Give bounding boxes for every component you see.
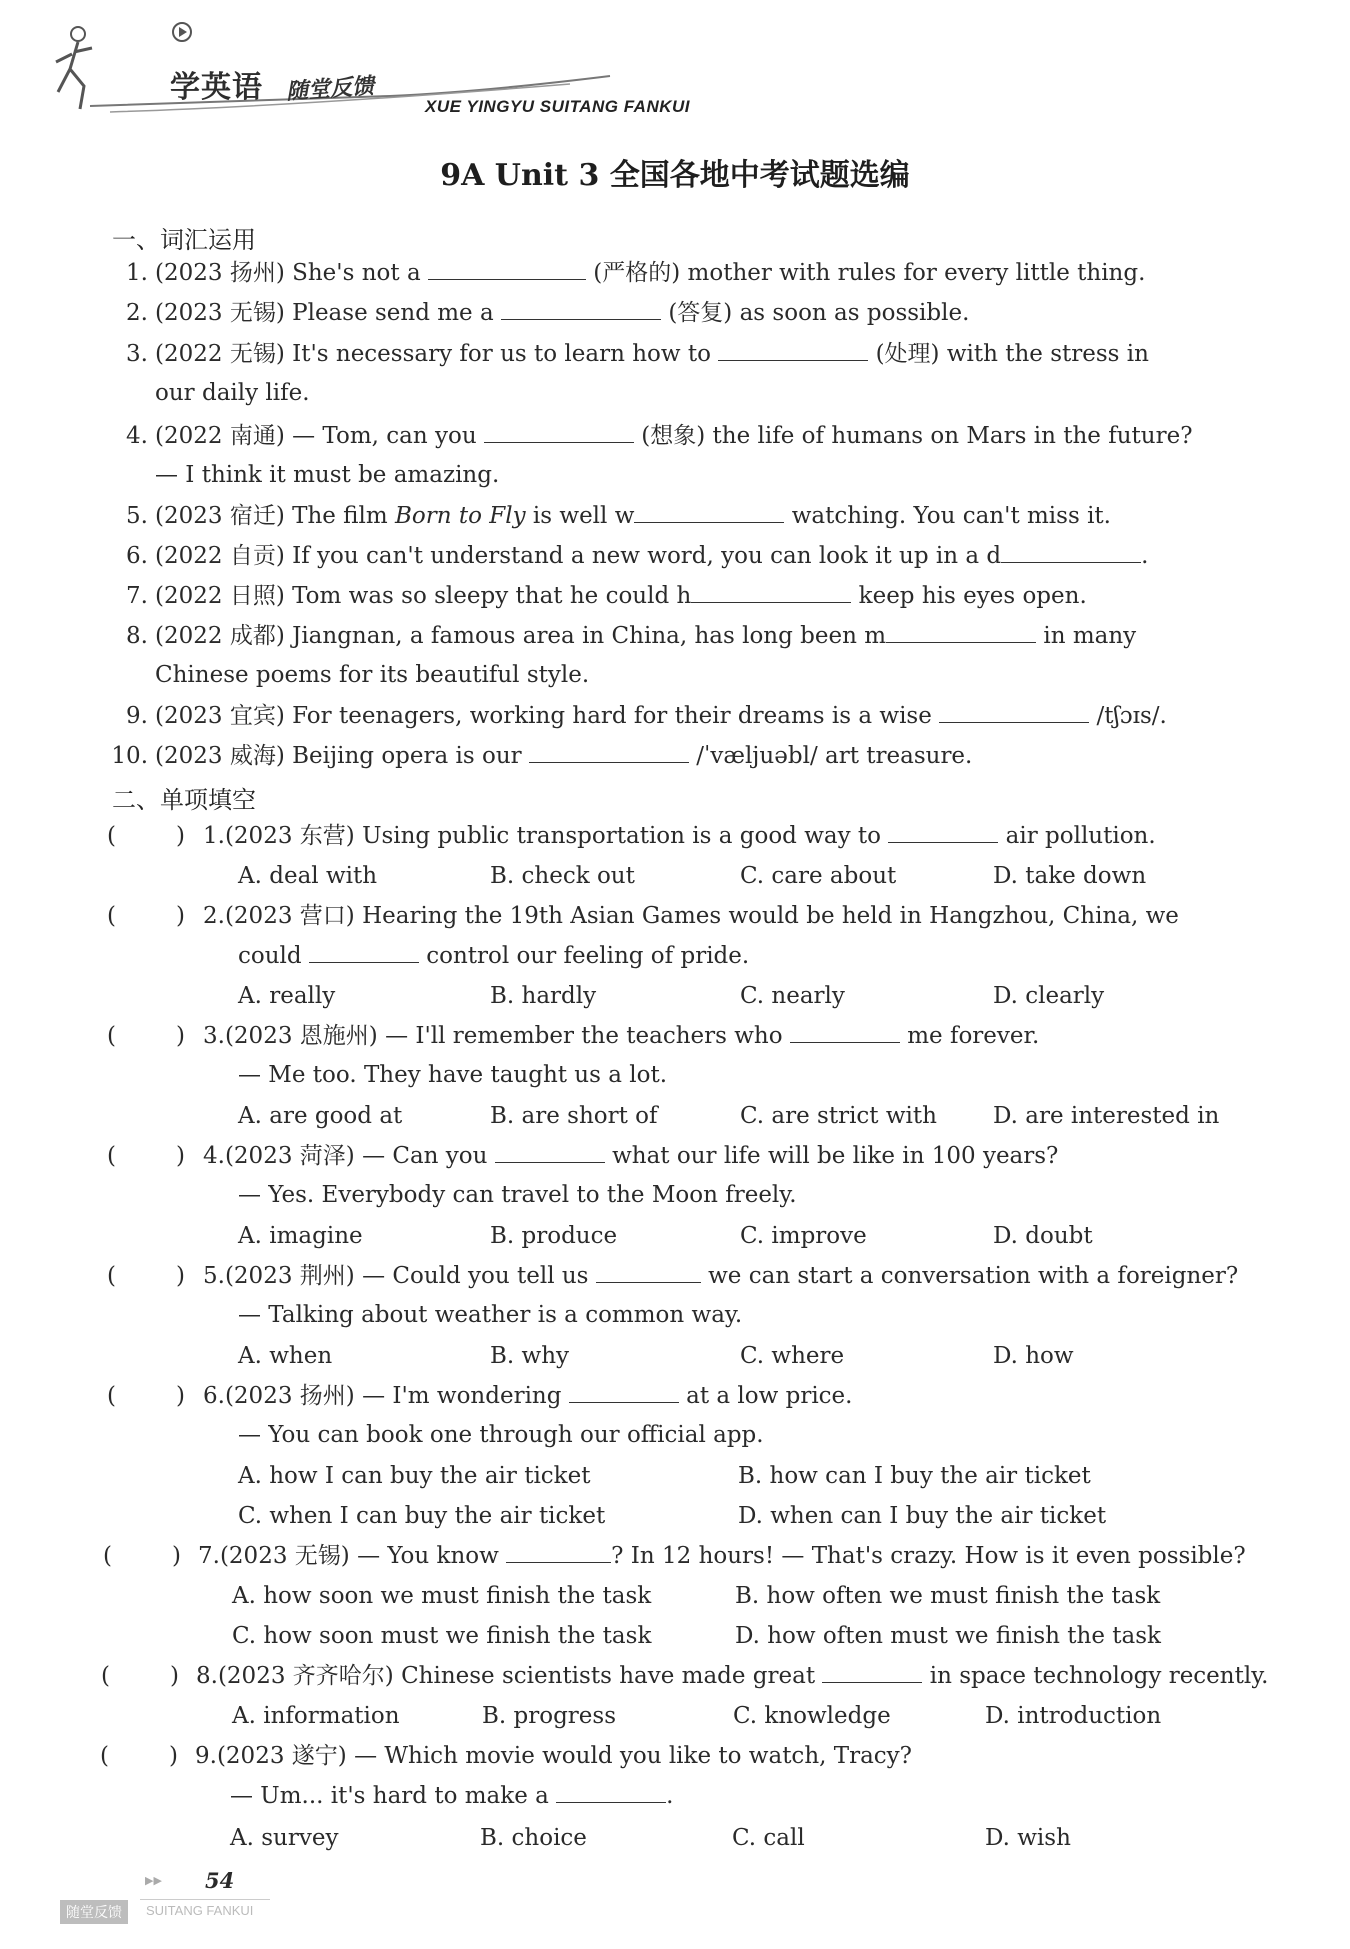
item-text: — Can you [362,1143,488,1169]
item-text: . [666,1783,674,1809]
item-number: 9. [195,1743,217,1769]
item-source: (2022 日照) [155,583,285,609]
option-d[interactable]: D. how [993,1343,1074,1369]
option-a[interactable]: A. how I can buy the air ticket [238,1463,591,1489]
item-number: 4. [126,423,148,449]
item-text: the life of humans on Mars in the future? [712,423,1193,449]
section-heading-choice: 二、单项填空 [112,786,256,814]
item-hint: (严格的) [593,260,681,286]
answer-blank[interactable] [822,1660,922,1683]
item-source: (2023 无锡) [219,1543,350,1569]
answer-paren-close: ) [172,1543,181,1569]
item-text: It's necessary for us to learn how to [292,341,711,367]
answer-paren-open: ( [107,823,116,849]
item-text: keep his eyes open. [858,583,1087,609]
answer-blank[interactable] [556,1780,666,1803]
answer-blank[interactable] [501,297,661,320]
option-c[interactable]: C. are strict with [740,1103,937,1129]
item-number: 8. [196,1663,218,1689]
option-d[interactable]: D. clearly [993,983,1105,1009]
item-text: mother with rules for every little thing. [687,260,1146,286]
item-text: — Tom, can you [292,423,477,449]
footer-label: 随堂反馈 [60,1900,128,1924]
item-source: (2023 荆州) [224,1263,355,1289]
item-source: (2022 无锡) [155,341,285,367]
option-b[interactable]: B. how often we must finish the task [735,1583,1161,1609]
item-hint: (想象) [641,423,706,449]
item-number: 10. [111,743,148,769]
answer-blank[interactable] [529,740,689,763]
item-text: in space technology recently. [929,1663,1269,1689]
answer-paren-close: ) [176,823,185,849]
option-a[interactable]: A. really [238,983,336,1009]
answer-blank[interactable] [484,420,634,443]
answer-blank[interactable] [888,820,998,843]
item-text: Hearing the 19th Asian Games would be held in Hangzhou, China, we [362,903,1179,929]
item-number: 5. [126,503,148,529]
item-number: 2. [203,903,225,929]
answer-blank[interactable] [718,338,868,361]
item-text: — I'm wondering [362,1383,562,1409]
footer-pinyin: SUITANG FANKUI [146,1903,254,1918]
item-number: 5. [203,1263,225,1289]
section-heading-vocab: 一、词汇运用 [112,226,256,254]
option-a[interactable]: A. how soon we must finish the task [232,1583,652,1609]
brand-subtitle: 随堂反馈 [285,73,375,106]
answer-paren-close: ) [170,1663,179,1689]
answer-blank[interactable] [691,580,851,603]
answer-blank[interactable] [939,700,1089,723]
item-text: could [238,943,302,969]
item-text: — You can book one through our official app. [238,1422,764,1448]
item-text: — I'll remember the teachers who [385,1023,783,1049]
item-text: our daily life. [155,380,310,406]
item-source: (2022 自贡) [155,543,285,569]
item-number: 2. [126,300,148,326]
item-number: 9. [126,703,148,729]
option-a[interactable]: A. deal with [238,863,378,889]
answer-paren-close: ) [176,1143,185,1169]
option-b[interactable]: B. choice [480,1825,587,1851]
answer-paren-open: ( [107,903,116,929]
item-source: (2023 齐齐哈尔) [217,1663,394,1689]
item-text: Jiangnan, a famous area in China, has long been m [292,623,887,649]
item-source: (2023 宜宾) [155,703,285,729]
item-text: control our feeling of pride. [426,943,750,969]
option-a[interactable]: A. survey [230,1825,339,1851]
item-number: 3. [203,1023,225,1049]
answer-blank[interactable] [790,1020,900,1043]
item-hint: (答复) [668,300,733,326]
item-number: 1. [203,823,225,849]
item-text: we can start a conversation with a foreigner? [708,1263,1239,1289]
item-text: — I think it must be amazing. [155,462,500,488]
option-d[interactable]: D. wish [985,1825,1071,1851]
answer-blank[interactable] [506,1540,611,1563]
answer-paren-open: ( [101,1663,110,1689]
item-text: watching. You can't miss it. [791,503,1111,529]
item-text: /ˈvæljuəbl/ art treasure. [696,743,973,769]
answer-blank[interactable] [495,1140,605,1163]
item-hint: (处理) [875,341,940,367]
answer-paren-open: ( [103,1543,112,1569]
item-text: — Me too. They have taught us a lot. [238,1062,668,1088]
option-c[interactable]: C. call [732,1825,805,1851]
option-a[interactable]: A. when [238,1343,333,1369]
option-c[interactable]: C. where [740,1343,845,1369]
answer-paren-open: ( [107,1143,116,1169]
item-text: Beijing opera is our [292,743,522,769]
answer-blank[interactable] [1001,540,1141,563]
option-d[interactable]: D. doubt [993,1223,1093,1249]
option-d[interactable]: D. are interested in [993,1103,1220,1129]
option-a[interactable]: A. are good at [238,1103,403,1129]
option-b[interactable]: B. check out [490,863,635,889]
item-text: If you can't understand a new word, you can look it up in a d [292,543,1002,569]
option-b[interactable]: B. why [490,1343,570,1369]
page-number: 54 [205,1868,235,1893]
option-c[interactable]: C. improve [740,1223,867,1249]
item-text: . [1141,543,1149,569]
film-title: Born to Fly [395,503,526,529]
item-source: (2022 成都) [155,623,285,649]
option-c[interactable]: C. when I can buy the air ticket [238,1503,606,1529]
page-header [50,14,690,114]
answer-paren-open: ( [107,1023,116,1049]
option-c[interactable]: C. knowledge [733,1703,891,1729]
answer-blank[interactable] [428,257,586,280]
answer-paren-close: ) [176,903,185,929]
answer-paren-close: ) [176,1383,185,1409]
answer-paren-open: ( [107,1383,116,1409]
option-a[interactable]: A. imagine [238,1223,363,1249]
option-d[interactable]: D. introduction [985,1703,1162,1729]
item-text: me forever. [907,1023,1040,1049]
answer-paren-open: ( [107,1263,116,1289]
option-c[interactable]: C. how soon must we finish the task [232,1623,652,1649]
item-text: — You know [357,1543,499,1569]
answer-blank[interactable] [634,500,784,523]
item-text: — Talking about weather is a common way. [238,1302,743,1328]
item-text: at a low price. [686,1383,853,1409]
option-c[interactable]: C. nearly [740,983,845,1009]
answer-blank[interactable] [596,1260,701,1283]
answer-blank[interactable] [569,1380,679,1403]
item-source: (2022 南通) [155,423,285,449]
item-text: ? In 12 hours! — That's crazy. How is it even possible? [611,1543,1246,1569]
item-text: She's not a [292,260,421,286]
option-d[interactable]: D. when can I buy the air ticket [738,1503,1107,1529]
item-text: — Um... it's hard to make a [230,1783,549,1809]
item-text: is well w [532,503,635,529]
item-number: 1. [126,260,148,286]
option-b[interactable]: B. are short of [490,1103,658,1129]
answer-paren-close: ) [169,1743,178,1769]
item-number: 6. [203,1383,225,1409]
option-c[interactable]: C. care about [740,863,897,889]
item-text: in many [1043,623,1137,649]
item-number: 7. [126,583,148,609]
footer-divider [140,1899,270,1900]
item-text: with the stress in [946,341,1149,367]
item-text: Chinese scientists have made great [401,1663,816,1689]
answer-blank[interactable] [309,940,419,963]
item-number: 6. [126,543,148,569]
item-text: — Which movie would you like to watch, Tracy? [354,1743,913,1769]
brand-pinyin: XUE YINGYU SUITANG FANKUI [425,97,691,116]
item-text: /tʃɔɪs/. [1096,703,1167,729]
item-number: 3. [126,341,148,367]
item-text: as soon as possible. [739,300,970,326]
item-number: 4. [203,1143,225,1169]
answer-paren-open: ( [100,1743,109,1769]
option-b[interactable]: B. hardly [490,983,597,1009]
option-b[interactable]: B. how can I buy the air ticket [738,1463,1091,1489]
option-b[interactable]: B. progress [482,1703,617,1729]
option-d[interactable]: D. how often must we finish the task [735,1623,1161,1649]
page-arrow-icon: ▶▶ [145,1874,162,1887]
item-source: (2023 宿迁) [155,503,285,529]
item-source: (2023 东营) [224,823,355,849]
item-text: what our life will be like in 100 years? [612,1143,1059,1169]
item-source: (2023 无锡) [155,300,285,326]
item-source: (2023 威海) [155,743,285,769]
item-source: (2023 恩施州) [224,1023,378,1049]
item-text: Chinese poems for its beautiful style. [155,662,590,688]
item-source: (2023 营口) [224,903,355,929]
page-title: 9A Unit 3 全国各地中考试题选编 [440,158,910,193]
option-a[interactable]: A. information [232,1703,400,1729]
answer-paren-close: ) [176,1023,185,1049]
item-text: air pollution. [1005,823,1156,849]
item-source: (2023 遂宁) [216,1743,347,1769]
item-source: (2023 扬州) [155,260,285,286]
option-b[interactable]: B. produce [490,1223,618,1249]
option-d[interactable]: D. take down [993,863,1147,889]
brand-title: 学英语 [170,70,263,105]
item-text: For teenagers, working hard for their dreams is a wise [292,703,932,729]
item-text: Please send me a [292,300,494,326]
item-text: Tom was so sleepy that he could h [292,583,692,609]
item-text: — Could you tell us [362,1263,589,1289]
answer-paren-close: ) [176,1263,185,1289]
item-source: (2023 扬州) [224,1383,355,1409]
answer-blank[interactable] [886,620,1036,643]
item-text: Using public transportation is a good way to [362,823,882,849]
item-number: 7. [198,1543,220,1569]
item-text: The film [292,503,388,529]
item-source: (2023 菏泽) [224,1143,355,1169]
item-number: 8. [126,623,148,649]
item-text: — Yes. Everybody can travel to the Moon freely. [238,1182,797,1208]
